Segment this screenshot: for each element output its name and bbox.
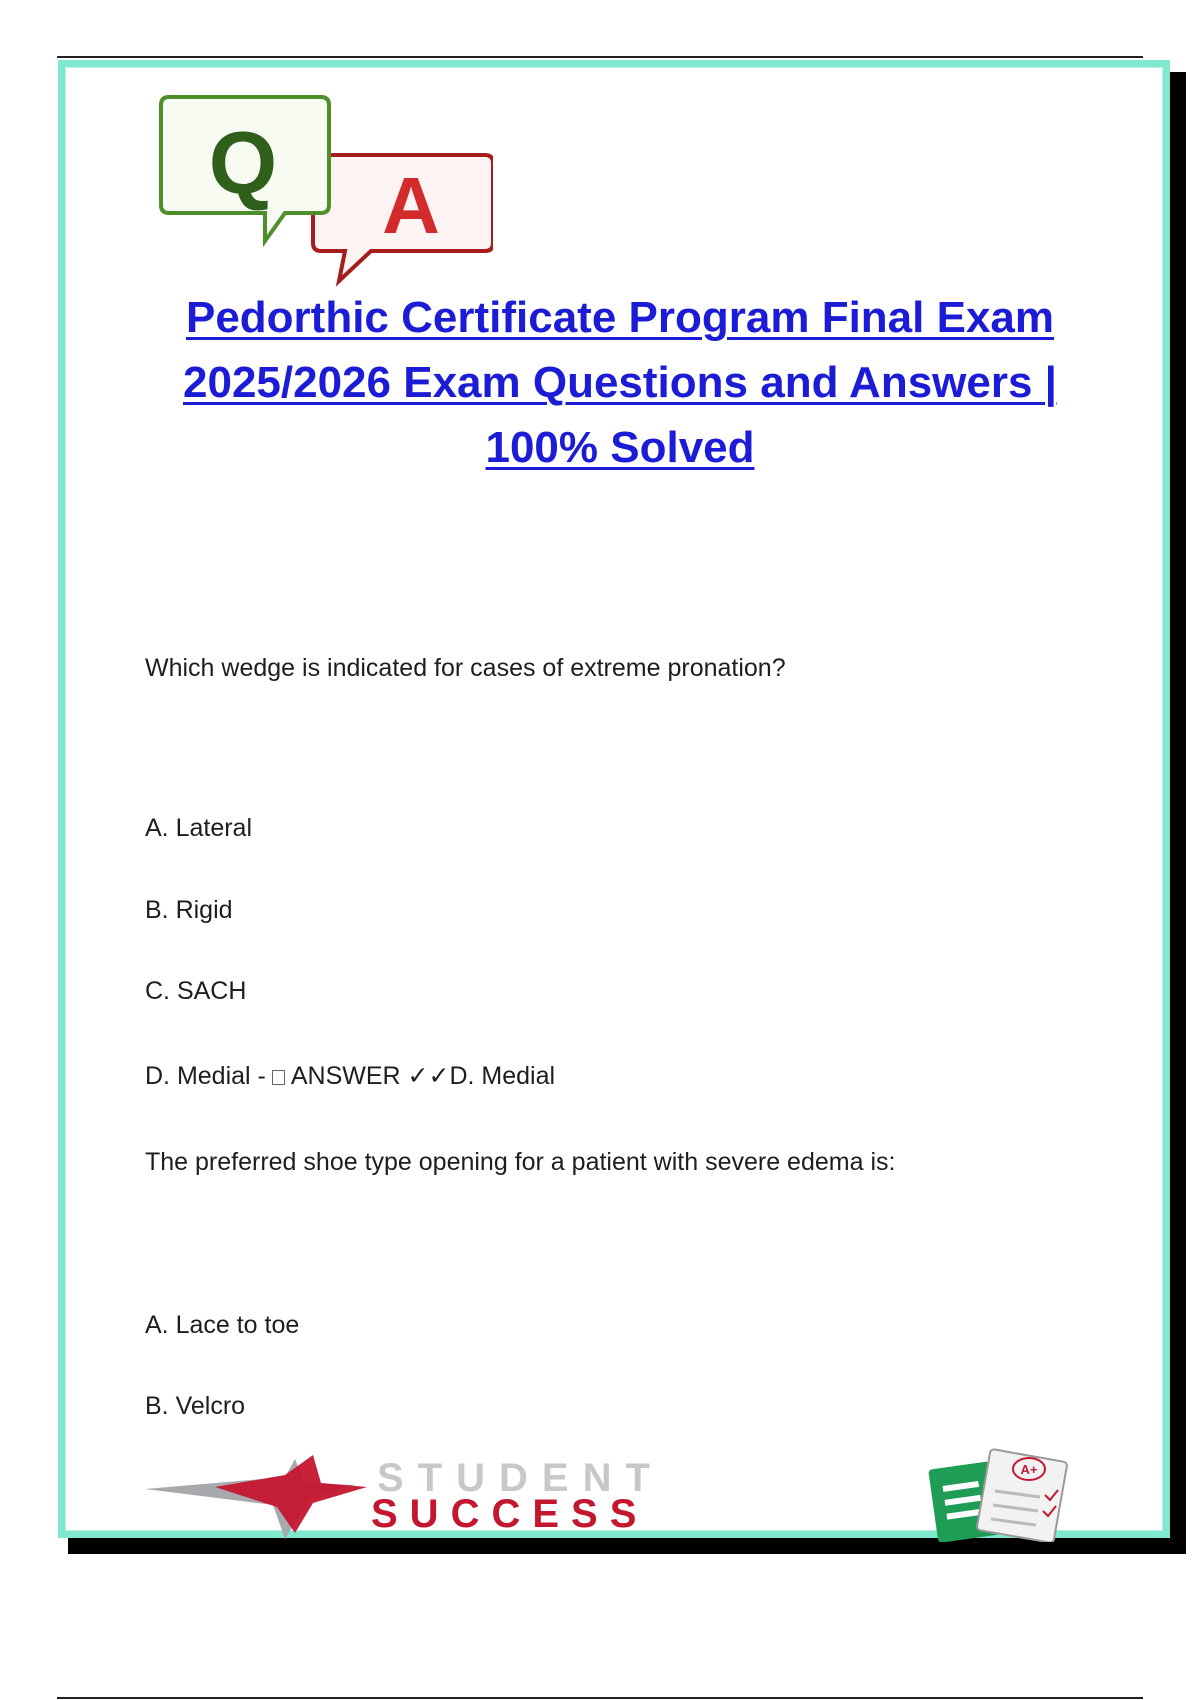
question-1-answer: ANSWER ✓✓D. Medial bbox=[290, 1062, 556, 1090]
missing-glyph-icon bbox=[272, 1070, 285, 1085]
question-1-option-c: C. SACH bbox=[145, 977, 247, 1005]
student-success-logo bbox=[145, 1447, 1105, 1542]
footer-logo-line2: SUCCESS bbox=[371, 1492, 649, 1536]
question-2-option-b: B. Velcro bbox=[145, 1392, 246, 1420]
answer-bubble-icon bbox=[313, 155, 493, 281]
footer-logo-line1: STUDENT bbox=[377, 1456, 664, 1500]
page-frame bbox=[58, 60, 1170, 1538]
bottom-rule bbox=[57, 1697, 1143, 1699]
document-title: Pedorthic Certificate Program Final Exam 2025/2026 Exam Questions and Answers | 100% Solved bbox=[183, 293, 1057, 472]
top-rule bbox=[57, 56, 1143, 58]
qa-logo bbox=[153, 93, 493, 293]
question-bubble-icon bbox=[161, 97, 329, 241]
question-1-option-d: D. Medial - bbox=[145, 1062, 266, 1090]
question-2-prompt: The preferred shoe type opening for a patient with severe edema is: bbox=[145, 1148, 896, 1176]
graded-paper-icon bbox=[976, 1449, 1067, 1542]
answer-letter: A bbox=[382, 161, 440, 250]
question-1-answer-line bbox=[145, 1061, 555, 1091]
question-1-option-b: B. Rigid bbox=[145, 896, 233, 924]
question-1-prompt: Which wedge is indicated for cases of extreme pronation? bbox=[145, 654, 786, 682]
question-1-option-a: A. Lateral bbox=[145, 814, 253, 842]
star-swoosh-icon bbox=[145, 1455, 367, 1539]
grade-badge: A+ bbox=[1020, 1462, 1038, 1477]
question-2-option-a: A. Lace to toe bbox=[145, 1311, 300, 1339]
question-letter: Q bbox=[208, 113, 278, 212]
